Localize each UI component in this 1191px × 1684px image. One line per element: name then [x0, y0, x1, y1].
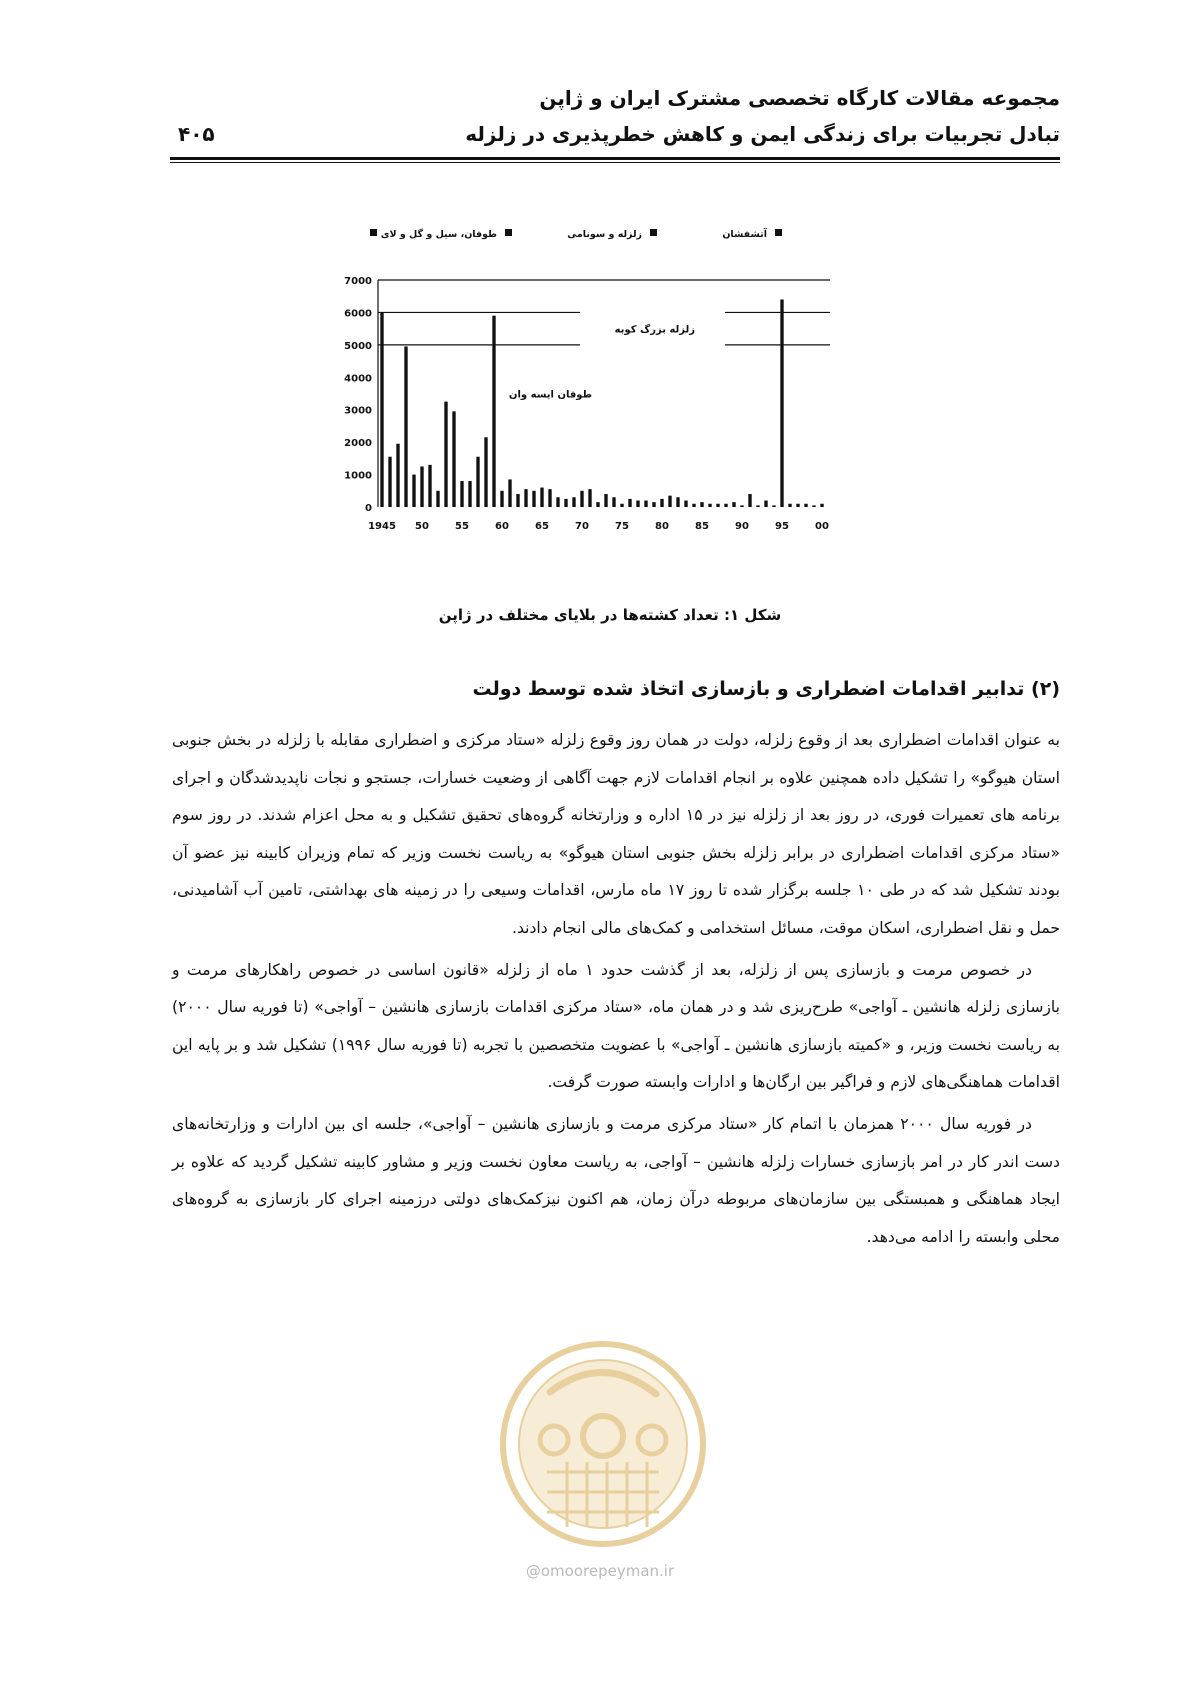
legend-label: زلزله و سونامی: [567, 229, 642, 240]
bar: [780, 299, 783, 507]
running-head-subtitle: تبادل تجربیات برای زندگی ایمن و کاهش خطرپذیری در زلزله: [465, 122, 1060, 146]
chart-svg: [330, 225, 890, 580]
watermark-seal: [492, 1332, 714, 1562]
paragraph: در فوریه سال ۲۰۰۰ همزمان با اتمام کار «ستاد مرکزی مرمت و بازسازی هانشین – آواجی»، جلسه ای بین ادارات و وزارتخانه‌های دست اندر کار در امر بازسازی خسارات زلزله هانشین – آواجی، به ریاست معاون نخست وزیر و مشاور کابینه تشکیل گردید که علاوه بر ایجاد هماهنگی و همبستگی بین سازمان‌های مربوطه درآن زمان، هم اکنون نیزکمک‌های دولتی درزمینه اجرای کار بازسازی به گروه‌های محلی وابسته را ادامه می‌دهد.: [172, 1114, 1060, 1246]
figure-caption: شکل ۱: تعداد کشته‌ها در بلایای مختلف در ژاپن: [438, 606, 782, 624]
bar: [796, 504, 799, 507]
bar: [708, 504, 711, 507]
x-tick-label: 1945: [368, 521, 396, 532]
bar: [468, 481, 471, 507]
legend-swatch: [650, 229, 657, 236]
bar: [660, 499, 663, 507]
x-tick-label: 95: [775, 521, 789, 532]
bar: [452, 411, 455, 507]
bar: [492, 316, 495, 507]
bar: [460, 481, 463, 507]
bar: [692, 504, 695, 507]
legend-swatch: [370, 229, 377, 236]
y-tick-label: 4000: [344, 373, 372, 385]
legend-swatch: [505, 229, 512, 236]
x-tick-label: 90: [735, 521, 749, 532]
figure-chart: [330, 225, 890, 584]
bar: [748, 494, 751, 507]
running-head-title: مجموعه مقالات کارگاه تخصصی مشترک ایران و ژاپن: [539, 86, 1060, 110]
y-tick-label: 7000: [344, 276, 372, 287]
bar: [444, 402, 447, 507]
bar: [436, 491, 439, 507]
body-text: [172, 722, 1060, 1260]
x-tick-label: 00: [815, 521, 829, 532]
bar: [620, 504, 623, 507]
bar: [572, 497, 575, 507]
bar: [532, 491, 535, 507]
bar: [556, 497, 559, 507]
x-tick-label: 65: [535, 521, 549, 532]
bar: [604, 494, 607, 507]
paragraph: به عنوان اقدامات اضطراری بعد از وقوع زلزله، دولت در همان روز وقوع زلزله «ستاد مرکزی و اضطراری مقابله با زلزله در بخش جنوبی استان هیوگو» را تشکیل داده همچنین علاوه بر انجام اقدامات لازم جهت آگاهی از وضعیت خسارات، جستجو و نجات ناپدیدشدگان و اجرای برنامه های تعمیرات فوری، در روز بعد از زلزله نیز در ۱۵ اداره و وزارتخانه گروه‌های تحقیق تشکیل و به محل اعزام شدند. در روز سوم «ستاد مرکزی اقدامات اضطراری در برابر زلزله بخش جنوبی استان هیوگو» به ریاست نخست وزیر که تمام وزیران کابینه نیز عضو آن بودند تشکیل شد که در طی ۱۰ جلسه برگزار شده تا روز ۱۷ ماه مارس، اقدامات وسیعی را در زمینه های بهداشتی، تامین آب آشامیدنی، حمل و نقل اضطراری، اسکان موقت، مسائل استخدامی و کمک‌های مالی انجام دادند.: [172, 731, 1061, 937]
page-header: [170, 82, 1060, 162]
bar: [484, 437, 487, 507]
legend-label: طوفان، سیل و گل و لای: [380, 229, 497, 240]
bar: [548, 489, 551, 507]
watermark-text: @omoorepeyman.ir: [525, 1562, 675, 1580]
bar: [764, 501, 767, 507]
bar: [628, 499, 631, 507]
bar: [508, 479, 511, 507]
bar: [636, 501, 639, 507]
bar: [404, 346, 407, 507]
x-tick-label: 70: [575, 521, 589, 532]
legend-swatch: [775, 229, 782, 236]
bar: [724, 504, 727, 507]
y-tick-label: 2000: [344, 438, 372, 450]
bar: [772, 505, 775, 507]
bar: [388, 457, 391, 507]
x-tick-label: 55: [455, 521, 469, 532]
bar: [668, 496, 671, 507]
paragraph: در خصوص مرمت و بازسازی پس از زلزله، بعد از گذشت حدود ۱ ماه از زلزله «قانون اساسی در خصوص راهکارهای مرمت و بازسازی زلزله هانشین ـ آواجی» طرح‌ریزی شد و در همان ماه، «ستاد مرکزی اقدامات بازسازی هانشین – آواجی» (تا فوریه سال ۲۰۰۰) به ریاست نخست وزیر، و «کمیته بازسازی هانشین ـ آواجی» با عضویت متخصصین با تجربه (تا فوریه سال ۱۹۹۶) تشکیل شد و بر پایه این اقدامات هماهنگی‌های لازم و فراگیر بین ارگان‌ها و ادارات وابسته صورت گرفت.: [172, 960, 1060, 1092]
bar: [420, 466, 423, 507]
page-number: ۴۰۵: [178, 122, 215, 146]
y-tick-label: 5000: [344, 340, 372, 352]
bar: [380, 312, 383, 507]
x-tick-label: 50: [415, 521, 429, 532]
bar: [756, 505, 759, 507]
x-tick-label: 85: [695, 521, 709, 532]
bar: [732, 502, 735, 507]
bar: [428, 465, 431, 507]
bar: [716, 504, 719, 507]
bar: [652, 502, 655, 507]
chart-annotation: طوفان ایسه وان: [508, 389, 592, 401]
bar: [676, 497, 679, 507]
bar: [804, 504, 807, 507]
bar: [500, 491, 503, 507]
bar: [612, 497, 615, 507]
bar: [644, 501, 647, 507]
bar: [476, 457, 479, 507]
y-tick-label: 0: [365, 503, 372, 514]
bar: [740, 505, 743, 507]
bar: [596, 502, 599, 507]
bar: [396, 444, 399, 507]
bar: [700, 502, 703, 507]
bar: [524, 489, 527, 507]
bar: [588, 489, 591, 507]
bar: [412, 475, 415, 507]
section-heading: (۲) تدابیر اقدامات اضطراری و بازسازی اتخاذ شده توسط دولت: [472, 678, 1060, 700]
bar: [580, 491, 583, 507]
y-tick-label: 6000: [344, 308, 372, 320]
chart-annotation: زلزله بزرگ کوبه: [614, 324, 695, 336]
bar: [812, 505, 815, 507]
y-tick-label: 3000: [344, 405, 372, 417]
bar: [788, 504, 791, 507]
legend-label: آتشفشان: [722, 229, 767, 240]
x-tick-label: 80: [655, 521, 669, 532]
bar: [516, 494, 519, 507]
bar: [540, 488, 543, 507]
bar: [684, 501, 687, 507]
x-tick-label: 60: [495, 521, 509, 532]
bar: [564, 499, 567, 507]
header-rule: [170, 157, 1060, 163]
x-tick-label: 75: [615, 521, 629, 532]
y-tick-label: 1000: [344, 470, 372, 482]
bar: [820, 504, 823, 507]
